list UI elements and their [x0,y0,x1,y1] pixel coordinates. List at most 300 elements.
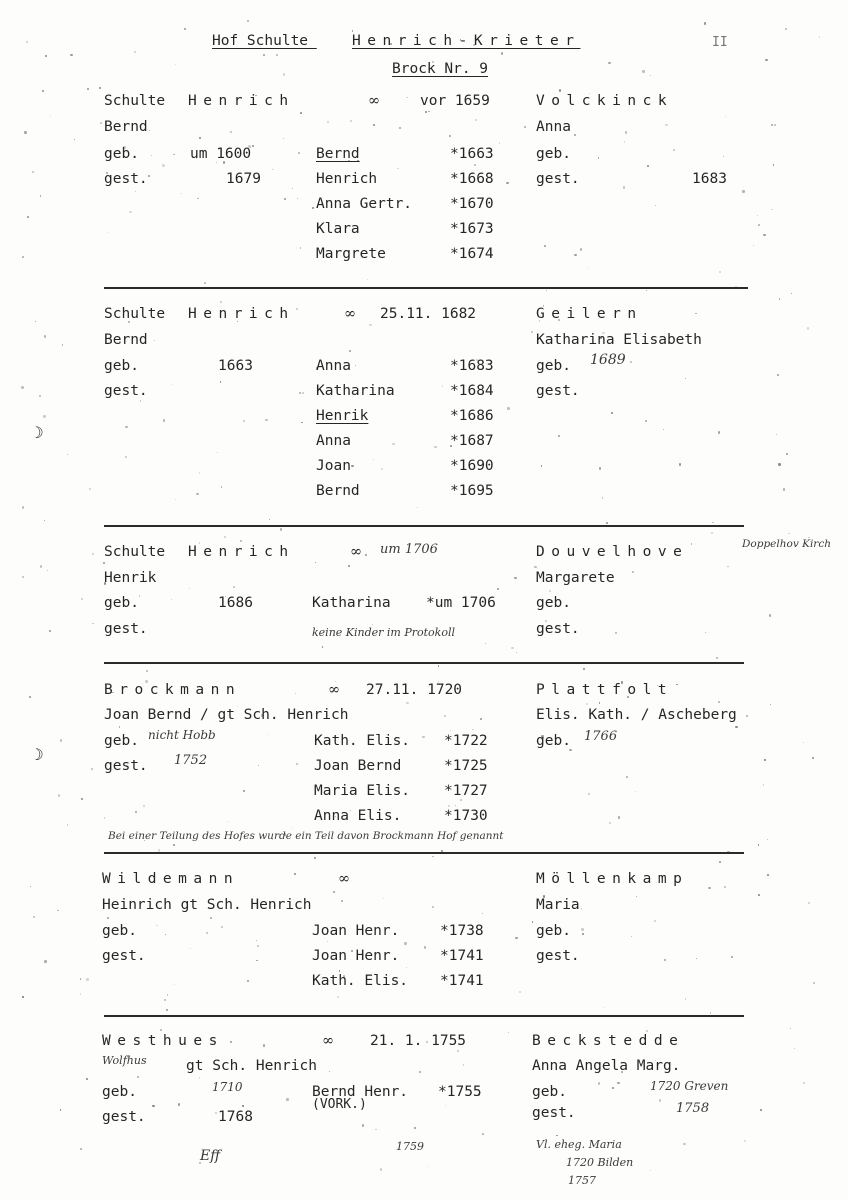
scan-speck [769,614,772,617]
scan-speck [292,188,293,189]
child-name: Bernd [316,483,360,499]
scan-speck [296,763,298,765]
scan-speck [786,453,788,455]
marriage-symbol: ∞ [338,871,351,887]
child-born: *1684 [450,383,494,399]
header-title-part1: Hof Schulte [212,33,317,49]
scan-speck [62,344,64,346]
scan-speck [151,155,152,156]
scan-speck [626,776,628,778]
scan-speck [794,1048,796,1050]
scan-speck [292,828,293,829]
scan-speck [33,916,35,918]
scan-speck [367,279,368,280]
scan-speck [650,1170,651,1171]
scan-speck [776,434,777,435]
husband-given: Bernd [104,119,148,135]
scan-speck [617,1082,620,1085]
scan-speck [199,1077,200,1078]
scan-speck [497,588,499,590]
husband-born: 1686 [218,595,253,611]
wife-given: Anna Angela Marg. [532,1058,681,1074]
husband-born: um 1600 [190,146,252,162]
scan-speck [134,51,136,53]
scan-speck [70,54,72,56]
scan-speck [265,419,267,421]
scan-speck [372,624,373,625]
scan-speck [327,941,328,942]
scan-speck [299,392,301,394]
scan-speck [373,124,375,126]
scan-speck [272,169,273,170]
scan-speck [534,566,537,569]
child-name: Katharina [316,383,395,399]
wife-surname: Beckstedde [532,1033,685,1049]
scan-speck [807,327,810,330]
husband-given: Heinrich gt Sch. Henrich [102,897,312,913]
scan-speck [710,1012,712,1014]
scan-speck [603,1007,604,1008]
scan-speck [383,898,384,899]
scan-speck [107,917,109,919]
scan-speck [140,400,141,401]
scan-speck [581,908,583,910]
scan-speck [301,422,302,423]
scan-speck [220,381,222,383]
scan-speck [30,886,31,887]
born-label: geb. [102,1084,137,1100]
wife-given: Margarete [536,570,615,586]
scan-speck [199,137,201,139]
husband-surname-prefix: Schulte [104,306,174,322]
scan-speck [314,857,317,860]
scan-speck [463,1064,465,1066]
scan-speck [757,215,759,217]
scan-speck [125,456,127,458]
scan-speck [444,715,446,717]
scan-speck [206,932,208,934]
marriage-date: 27.11. 1720 [366,682,463,698]
scan-speck [758,224,760,226]
scan-speck [217,452,218,453]
scan-speck [788,533,789,534]
wife-surname: Möllenkamp [536,871,689,887]
scan-speck [57,910,58,911]
scan-speck [397,168,399,170]
husband-born: 1663 [218,358,253,374]
scan-speck [587,268,588,269]
scan-speck [531,331,533,333]
scan-speck [204,282,206,284]
child-name: Bernd [316,146,360,162]
scan-speck [154,340,155,341]
scan-speck [790,1028,791,1029]
scan-speck [89,488,91,490]
scan-speck [758,894,760,896]
punch-mark: ☽ [34,423,44,442]
scan-speck [771,209,772,210]
husband-given: Henrik [104,570,157,586]
scan-speck [475,119,477,121]
husband-surname: Henrich [188,93,295,109]
scan-speck [581,928,583,930]
scan-speck [22,576,24,578]
footnote: 1757 [568,1174,596,1187]
scan-speck [43,415,45,417]
husband-surname: Brockmann [104,682,242,698]
scan-speck [224,536,226,538]
scan-speck [60,1109,61,1110]
scan-speck [156,925,157,926]
scan-speck [399,127,400,128]
scan-speck [243,790,245,792]
scan-speck [507,407,510,410]
scan-speck [172,384,173,385]
scan-speck [501,52,503,54]
child-born: *1683 [450,358,494,374]
scan-speck [598,157,599,158]
scan-speck [598,1082,600,1084]
scan-speck [67,824,69,826]
scan-speck [514,577,517,580]
scan-speck [47,570,48,571]
scan-speck [609,822,611,824]
child-name: Henrich [316,171,378,187]
scan-speck [380,1168,383,1171]
scan-speck [434,446,437,449]
scan-speck [753,245,755,247]
scan-speck [92,553,94,555]
scan-speck [184,28,185,29]
scan-speck [276,54,278,56]
scan-speck [256,960,258,962]
scan-speck [230,131,232,133]
footnote: 1759 [396,1140,424,1153]
wife-died-label: gest. [536,171,580,187]
scan-speck [137,1076,139,1078]
scan-speck [546,290,547,291]
scan-speck [181,193,182,194]
scan-speck [22,256,24,258]
scan-speck [103,562,105,564]
scan-speck [312,207,314,209]
scan-speck [81,598,83,600]
husband-given: Bernd [104,332,148,348]
scan-speck [673,149,675,151]
scan-speck [705,632,706,633]
scan-speck [474,164,476,166]
scan-speck [515,937,517,939]
scan-speck [392,443,394,445]
born-label: geb. [104,146,139,162]
scan-speck [574,134,576,136]
scan-speck [480,718,482,720]
scan-speck [302,392,303,393]
marriage-note: um 1706 [380,542,438,557]
scan-speck [294,873,296,875]
scan-speck [297,198,298,199]
scan-speck [482,913,483,914]
scan-speck [148,175,150,177]
scan-speck [349,350,351,352]
child-born: *1741 [440,973,484,989]
scan-speck [631,936,633,938]
scan-speck [283,73,286,76]
husband-died: 1768 [218,1109,253,1125]
wife-born-label: geb. [536,733,571,749]
scan-speck [813,982,815,984]
child-name: Katharina [312,595,391,611]
scan-speck [80,1148,82,1150]
scan-speck [808,902,810,904]
child-name: Klara [316,221,360,237]
scan-speck [516,652,517,653]
scan-speck [691,543,693,545]
died-label: gest. [104,171,148,187]
scan-speck [544,245,546,247]
scan-speck [165,934,166,935]
scan-speck [252,145,254,147]
scan-speck [455,805,456,806]
child-born: *1686 [450,408,494,424]
scan-speck [685,998,687,1000]
scan-speck [300,112,302,114]
scan-speck [783,488,785,490]
scan-speck [438,665,440,667]
marriage-date: 25.11. 1682 [380,306,477,322]
husband-given: Joan Bernd / gt Sch. Henrich [104,707,349,723]
scan-speck [171,599,172,600]
died-label: gest. [104,383,148,399]
child-born: *1668 [450,171,494,187]
scan-speck [24,131,27,134]
scan-speck [606,522,608,524]
scan-speck [221,926,223,928]
scan-speck [146,670,148,672]
scan-speck [725,116,726,117]
scan-speck [499,142,500,143]
born-label: geb. [102,923,137,939]
scan-speck [91,768,93,770]
scan-speck [758,844,759,845]
scan-speck [92,623,94,625]
child-name: Joan Henr. [312,948,400,964]
scan-speck [178,1103,180,1105]
wife-born-label: geb. [536,923,571,939]
scan-speck [108,232,109,233]
scan-speck [778,463,780,465]
scan-speck [175,64,176,65]
header-title: Henrich-Krieter [352,33,581,49]
section-divider [104,852,744,854]
scan-speck [406,702,408,704]
scan-speck [22,996,23,997]
scan-speck [215,1112,217,1114]
scan-speck [695,313,697,315]
child-name: Anna Gertr. [316,196,413,212]
scan-speck [268,734,269,735]
scan-speck [428,1166,429,1167]
scan-speck [760,1109,761,1110]
scan-speck [599,467,601,469]
husband-surname: Wildemann [102,871,240,887]
scan-speck [764,759,765,760]
wife-died: 1758 [676,1101,710,1116]
scan-speck [646,290,647,291]
died-label: gest. [102,948,146,964]
scan-speck [791,293,792,294]
child-name: Joan Henr. [312,923,400,939]
scan-speck [39,395,41,397]
scan-speck [284,198,286,200]
born-label: geb. [104,595,139,611]
scan-speck [763,784,765,786]
scan-speck [350,120,352,122]
child-born: *1722 [444,733,488,749]
scan-speck [125,426,127,428]
wife-born-label: geb. [536,358,571,374]
scan-speck [221,486,223,488]
scan-speck [718,431,720,433]
scan-speck [42,90,44,92]
scan-speck [143,805,145,807]
marriage-date: 21. 1. 1755 [370,1033,467,1049]
wife-died-label: gest. [536,621,580,637]
scan-speck [60,739,62,741]
scan-speck [611,412,613,414]
scan-speck [190,948,191,949]
child-born: *1725 [444,758,488,774]
scan-speck [647,165,649,167]
scan-speck [511,647,513,649]
scan-speck [329,1071,330,1072]
scan-speck [558,435,560,437]
scan-speck [767,874,769,876]
wife-died-label: gest. [536,948,580,964]
scan-speck [779,298,780,299]
scan-speck [322,646,324,648]
scan-speck [506,182,508,184]
scan-speck [718,701,720,703]
scan-speck [99,87,100,88]
scan-speck [719,861,721,863]
scan-speck [257,945,259,947]
wife-given: Elis. Kath. / Ascheberg [536,707,737,723]
scan-speck [618,816,620,818]
scan-speck [636,896,637,897]
husband-given: gt Sch. Henrich [186,1058,317,1074]
scan-speck [174,984,175,985]
marriage-symbol: ∞ [322,1033,335,1049]
scan-speck [35,321,37,323]
marriage-date: vor 1659 [420,93,490,109]
died-label: gest. [104,758,148,774]
wife-born-label: geb. [536,595,571,611]
child-born: *1687 [450,433,494,449]
wife-died: 1683 [692,171,727,187]
scan-speck [22,506,24,508]
scan-speck [369,324,371,326]
scan-speck [602,497,604,499]
husband-born-note: 1710 [212,1080,243,1094]
scan-speck [556,1135,558,1137]
wife-born-label: geb. [536,146,571,162]
scan-speck [746,715,747,716]
scan-speck [269,519,270,520]
section-divider [104,1015,744,1017]
scan-speck [655,205,656,206]
scan-speck [233,586,235,588]
husband-born-note: nicht Hobb [148,728,216,742]
child-name: Bernd Henr. [312,1084,409,1100]
child-born: *1695 [450,483,494,499]
scan-speck [173,154,175,156]
scan-speck [580,248,583,251]
scan-speck [406,97,407,98]
scan-speck [26,41,28,43]
child-born: *1727 [444,783,488,799]
wife-born-note: 1766 [584,729,618,744]
scan-speck [44,520,45,521]
scan-speck [724,886,726,888]
scan-speck [417,507,418,508]
scan-speck [406,967,407,968]
marriage-symbol: ∞ [344,306,357,322]
child-born: *1670 [450,196,494,212]
child-name: Anna Elis. [314,808,402,824]
scan-speck [650,75,651,76]
scan-speck [315,562,316,563]
scan-speck [199,472,201,474]
child-name: Henrik [316,408,369,424]
wife-died-label: gest. [536,383,580,399]
scan-speck [428,111,430,113]
child-name: Margrete [316,246,386,262]
scan-speck [351,465,353,467]
husband-note: Wolfhus [102,1054,147,1067]
scan-speck [659,1099,662,1102]
scan-speck [623,186,625,188]
scan-speck [549,590,551,592]
scan-speck [742,190,744,192]
scan-speck [763,234,765,236]
child-born: *1741 [440,948,484,964]
scan-speck [263,1044,266,1047]
scan-speck [263,54,264,55]
scan-speck [230,1041,232,1043]
scan-speck [298,152,300,154]
died-label: gest. [102,1109,146,1125]
scan-speck [803,742,804,743]
scan-speck [49,630,51,632]
wife-given: Anna [536,119,571,135]
child-note: (VORK.) [312,1097,367,1112]
section-divider [104,662,744,664]
scan-speck [765,59,767,61]
born-label: geb. [104,358,139,374]
scan-speck [524,126,526,128]
handwritten-note: Bei einer Teilung des Hofes wurde ein Teil davon Brockmann Hof genannt [108,830,504,842]
scan-speck [773,164,775,166]
footnote: 1720 Bilden [566,1156,634,1169]
scan-speck [583,668,585,670]
child-born: *um 1706 [426,595,496,611]
scan-speck [586,703,588,705]
scan-speck [663,429,664,430]
scan-speck [432,856,433,857]
scan-speck [624,141,625,142]
scan-speck [679,463,681,465]
